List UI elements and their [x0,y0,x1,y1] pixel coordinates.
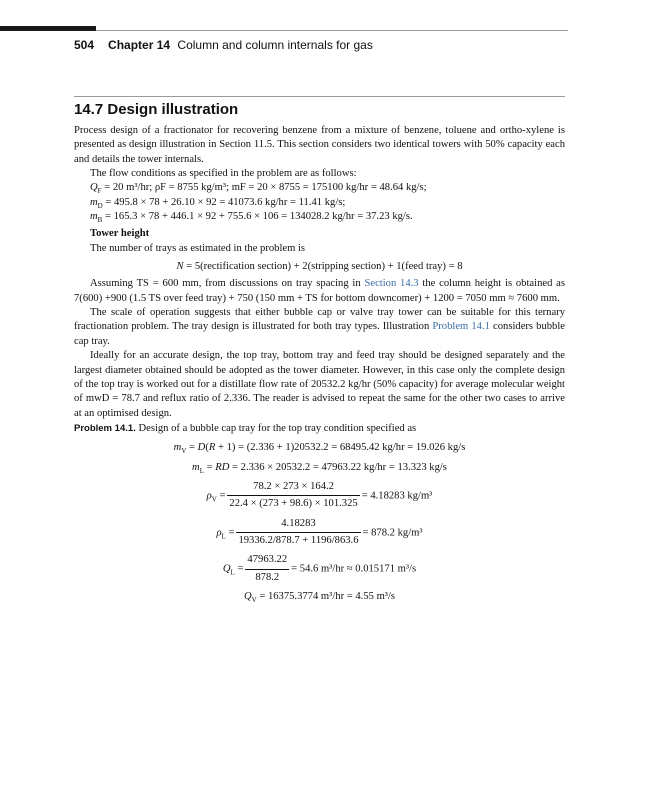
flow-eq-bottoms: $m_B = 165.3 \times 78 + 446.1 \times 92 + 755.6 \times 106 = 134028.2$ kg/hr = 37.23 kg/s. [90,211,413,225]
section-rule [74,96,565,97]
fraction-liquid-density: $\frac{4.18283}{19336.2/878.7 + 1196/863.6}$ [236,517,360,549]
body-text [74,124,565,604]
eq-liquid-density: $\rho_L$ = $\frac{4.18283}{19336.2/878.7 + 1196/863.6}$ = 878.2 kg/m³ [74,517,565,549]
trays-intro: The number of trays as estimated in the problem is [90,242,306,254]
eq-vapour-volumetric-flow: $Q_V = 16375.3774$ m³/hr = 4.55 m³/s [243,590,396,605]
ideal-design-paragraph: Ideally for an accurate design, the top tray, bottom tray and feed tray should be designed separately and the largest diameter obtained should be adopted as the tower diameter. However, in this case only the complete design of the top tray is worked out for a distillate flow rate of 20532.2 kg/hr (50% capacity) for average molecular weight of mwD = 78.7 and reflux ratio of 2.336. The reader is advised to repeat the same for the other two cases to arrive at an optimised design. [74,350,565,419]
flow-intro: The flow conditions as specified in the problem are as follows: [90,168,357,180]
flow-eq-distillate: $m_D = 495.8 \times 78 + 26.10 \times 92 = 41073.6$ kg/hr = 11.41 kg/s; [90,196,346,210]
eq-vapour-mass-flow: $m_V = D(R + 1) = (2.336 + 1)20532.2 = 68495.42$ kg/hr = 19.026 kg/s [173,442,466,456]
problem-number: 14.1. [114,422,136,434]
header-rule [96,30,568,31]
trays-equation: N = 5(rectification section) + 2(stripping section) + 1(feed tray) = 8 [176,261,463,273]
problem-statement: Problem 14.1. Design of a bubble cap tray for the top tray condition specified as [74,422,417,434]
flow-eq-feed: $Q_F = 20$ m³/hr; ρF = 8755 kg/m³; mF = 20 × 8755 = 175100 kg/hr = 48.64 kg/s; [90,182,427,196]
header-bar [0,26,96,31]
page-number: 504 [74,38,95,52]
eq-liquid-volumetric-flow: $Q_L$ = $\frac{47963.22}{878.2}$ = 54.6 m³/hr ≈ 0.015171 m³/s [74,553,565,585]
subhead-tower-height: Tower height [90,228,150,240]
running-header [74,38,373,52]
chapter-title: Column and column internals for gas [177,38,373,52]
eq-liquid-mass-flow: $m_L$ = RD = 2.336 × 20532.2 = 47963.22 kg/hr = 13.323 kg/s [192,461,447,475]
section-title: 14.7 Design illustration [74,101,239,118]
section-link[interactable]: Section 14.3 [364,278,419,290]
chapter-label: Chapter 14 [108,38,171,52]
problem-link[interactable]: Problem 14.1 [432,321,490,333]
scale-paragraph: The scale of operation suggests that either bubble cap or valve tray tower can be suitable for this ternary fractionation problem. The tray design is illustrated for both tray types. Illustration Problem 14.1 considers bubble cap tray. [74,307,565,347]
fraction-vapour-density: $\frac{78.2 \times 273 \times 164.2}{22.4 \times (273 + 98.6) \times 101.325}$ [227,480,359,512]
intro-paragraph: Process design of a fractionator for recovering benzene from a mixture of benzene, toluene and ortho-xylene is presented as design illustration in Section 11.5. This section considers two identical towers with 50% capacity each and details the tower internals. [74,125,565,165]
height-paragraph: Assuming TS = 600 mm, from discussions on tray spacing in Section 14.3 the column height is obtained as 7(600) +900 (1.5 TS over feed tray) + 750 (150 mm + TS for bottom downcomer) + 1200 = 7050 mm ≈ 7600 mm. [74,278,565,304]
problem-label: Problem [74,422,113,434]
eq-vapour-density: $\rho_V$ = $\frac{78.2 \times 273 \times 164.2}{22.4 \times (273 + 98.6) \times 101.325}$ = 4.18283 kg/m³ [74,480,565,512]
flow-equations [74,181,565,224]
fraction-liquid-flow: $\frac{47963.22}{878.2}$ [245,553,289,585]
